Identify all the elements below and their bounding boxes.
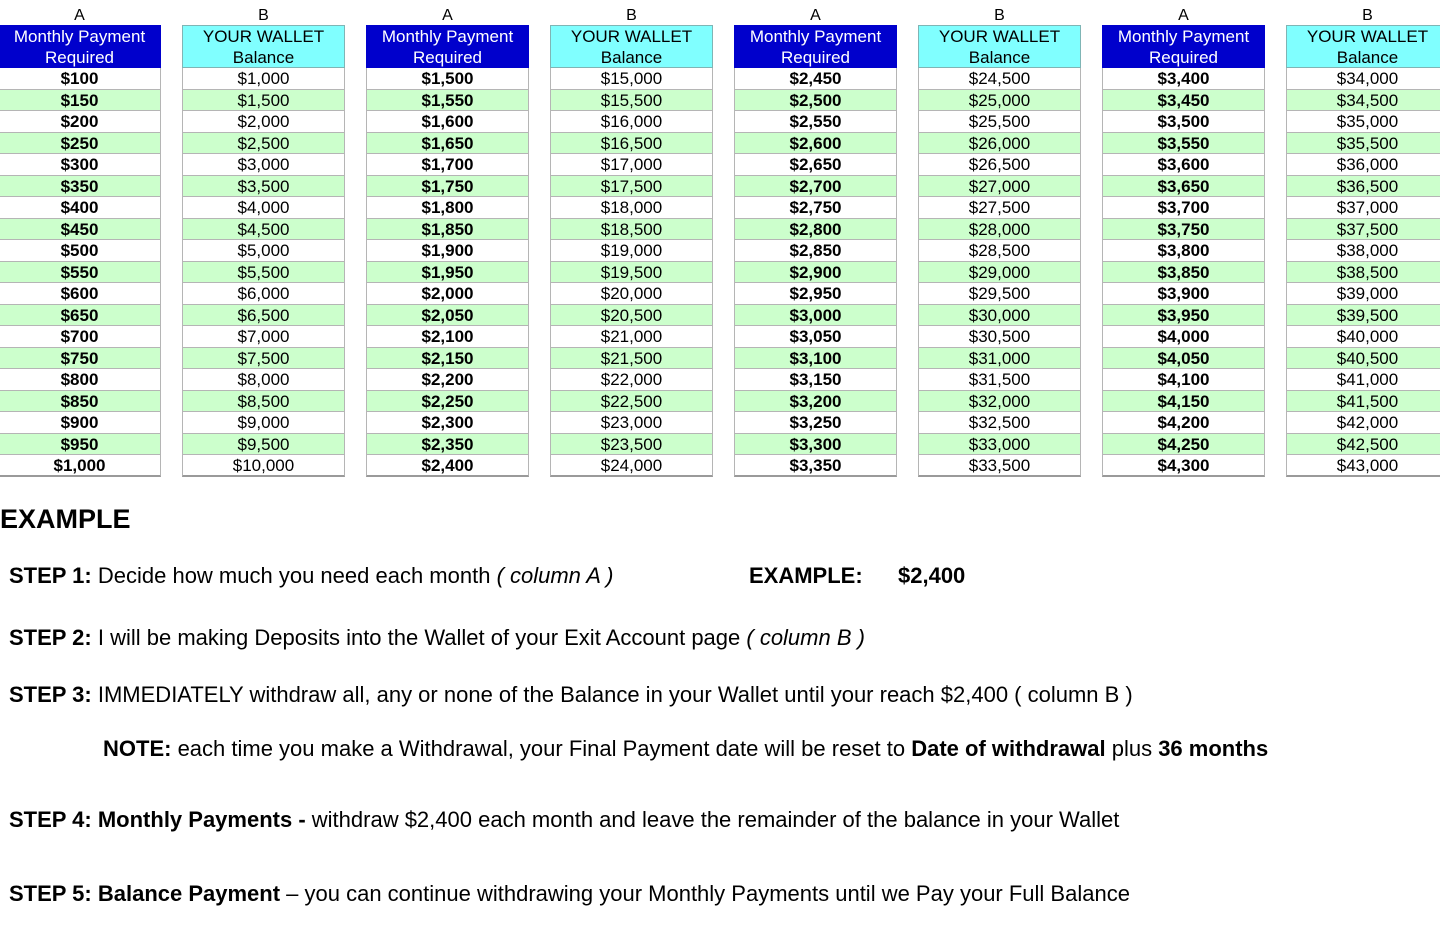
table-cell: $5,500 xyxy=(182,262,345,284)
table-cell: $39,000 xyxy=(1286,283,1440,305)
table-cell: $24,500 xyxy=(918,68,1081,90)
column-header xyxy=(734,25,897,68)
table-cell: $3,900 xyxy=(1102,283,1265,305)
step-3-label: STEP 3: xyxy=(9,682,92,707)
table-cell: $1,800 xyxy=(366,197,529,219)
column-letter: B xyxy=(994,7,1005,24)
table-cell: $150 xyxy=(0,90,161,112)
table-cell: $100 xyxy=(0,68,161,90)
table-cell: $42,000 xyxy=(1286,412,1440,434)
table-cell: $27,000 xyxy=(918,176,1081,198)
table-cell: $2,000 xyxy=(366,283,529,305)
column-letter: A xyxy=(810,7,821,24)
note-label: NOTE: xyxy=(103,736,172,761)
column-header-line: Monthly Payment xyxy=(749,27,882,46)
table-cell: $700 xyxy=(0,326,161,348)
table-cell: $10,000 xyxy=(182,455,345,477)
table-cell: $1,750 xyxy=(366,176,529,198)
note-bold-2: 36 months xyxy=(1158,736,1269,761)
example-value: $2,400 xyxy=(898,563,966,588)
column-header-line: Required xyxy=(413,48,482,67)
example-label: EXAMPLE: xyxy=(749,563,863,588)
table-cell: $2,500 xyxy=(734,90,897,112)
table-cell: $3,600 xyxy=(1102,154,1265,176)
table-cell: $3,150 xyxy=(734,369,897,391)
column-header xyxy=(366,25,529,68)
column-letter: A xyxy=(1178,7,1189,24)
column-header-line: Required xyxy=(781,48,850,67)
table-cell: $29,000 xyxy=(918,262,1081,284)
table-cell: $42,500 xyxy=(1286,434,1440,456)
step-2-label: STEP 2: xyxy=(9,625,92,650)
table-cell: $41,000 xyxy=(1286,369,1440,391)
table-cell: $3,450 xyxy=(1102,90,1265,112)
column-header-line: Balance xyxy=(600,48,663,67)
column-header-line: YOUR WALLET xyxy=(202,27,325,46)
table-cell: $450 xyxy=(0,219,161,241)
table-cell: $30,000 xyxy=(918,305,1081,327)
table-wallet-balance xyxy=(182,6,345,477)
table-cell: $21,500 xyxy=(550,348,713,370)
example-heading: EXAMPLE xyxy=(0,504,131,534)
table-cell: $2,300 xyxy=(366,412,529,434)
table-cell: $41,500 xyxy=(1286,391,1440,413)
table-cell: $1,550 xyxy=(366,90,529,112)
table-cell: $36,000 xyxy=(1286,154,1440,176)
table-cell: $1,000 xyxy=(0,455,161,477)
table-cell: $3,400 xyxy=(1102,68,1265,90)
table-cell: $3,100 xyxy=(734,348,897,370)
table-cell: $1,500 xyxy=(182,90,345,112)
step-3-text: IMMEDIATELY withdraw all, any or none of the Balance in your Wallet until your reach $2,400 ( column B ) xyxy=(91,682,1133,707)
table-cell: $38,000 xyxy=(1286,240,1440,262)
table-cell: $5,000 xyxy=(182,240,345,262)
table-cell: $3,700 xyxy=(1102,197,1265,219)
table-cell: $3,300 xyxy=(734,434,897,456)
table-cell: $18,000 xyxy=(550,197,713,219)
table-cell: $20,500 xyxy=(550,305,713,327)
table-cell: $16,000 xyxy=(550,111,713,133)
table-cell: $3,550 xyxy=(1102,133,1265,155)
table-cell: $650 xyxy=(0,305,161,327)
table-cell: $3,000 xyxy=(182,154,345,176)
table-cell: $29,500 xyxy=(918,283,1081,305)
column-header xyxy=(182,25,345,68)
step-2-italic: ( column B ) xyxy=(746,625,865,650)
table-cell: $25,500 xyxy=(918,111,1081,133)
table-cell: $37,500 xyxy=(1286,219,1440,241)
table-cell: $31,000 xyxy=(918,348,1081,370)
table-cell: $3,750 xyxy=(1102,219,1265,241)
table-cell: $2,650 xyxy=(734,154,897,176)
note-bold-1: Date of withdrawal xyxy=(911,736,1106,761)
step-5 xyxy=(9,881,1130,907)
table-cell: $27,500 xyxy=(918,197,1081,219)
step-1-text: Decide how much you need each month xyxy=(91,563,497,588)
column-header-line: YOUR WALLET xyxy=(938,27,1061,46)
table-cell: $30,500 xyxy=(918,326,1081,348)
table-cell: $16,500 xyxy=(550,133,713,155)
table-cell: $4,100 xyxy=(1102,369,1265,391)
table-cell: $38,500 xyxy=(1286,262,1440,284)
table-cell: $3,200 xyxy=(734,391,897,413)
table-cell: $2,850 xyxy=(734,240,897,262)
table-cell: $17,500 xyxy=(550,176,713,198)
table-cell: $43,000 xyxy=(1286,455,1440,477)
table-cell: $1,900 xyxy=(366,240,529,262)
table-cell: $15,500 xyxy=(550,90,713,112)
table-cell: $4,500 xyxy=(182,219,345,241)
table-cell: $250 xyxy=(0,133,161,155)
table-cell: $1,500 xyxy=(366,68,529,90)
table-cell: $26,000 xyxy=(918,133,1081,155)
table-cell: $24,000 xyxy=(550,455,713,477)
table-cell: $8,500 xyxy=(182,391,345,413)
table-cell: $7,000 xyxy=(182,326,345,348)
column-letter: A xyxy=(442,7,453,24)
table-cell: $1,650 xyxy=(366,133,529,155)
step-1-label: STEP 1: xyxy=(9,563,92,588)
table-cell: $850 xyxy=(0,391,161,413)
table-cell: $9,500 xyxy=(182,434,345,456)
table-cell: $6,000 xyxy=(182,283,345,305)
column-header xyxy=(1286,25,1440,68)
table-cell: $28,500 xyxy=(918,240,1081,262)
table-cell: $2,900 xyxy=(734,262,897,284)
table-cell: $23,000 xyxy=(550,412,713,434)
step-5-text: – you can continue withdrawing your Monthly Payments until we Pay your Full Balance xyxy=(280,881,1130,906)
column-letter: A xyxy=(74,7,85,24)
table-cell: $19,500 xyxy=(550,262,713,284)
step-4 xyxy=(9,807,1119,833)
table-cell: $2,200 xyxy=(366,369,529,391)
table-cell: $2,550 xyxy=(734,111,897,133)
table-cell: $34,500 xyxy=(1286,90,1440,112)
column-header-line: Balance xyxy=(968,48,1031,67)
table-cell: $2,800 xyxy=(734,219,897,241)
table-cell: $35,000 xyxy=(1286,111,1440,133)
table-cell: $2,450 xyxy=(734,68,897,90)
step-1 xyxy=(9,563,614,589)
note-text-2: plus xyxy=(1105,736,1159,761)
table-cell: $9,000 xyxy=(182,412,345,434)
table-cell: $400 xyxy=(0,197,161,219)
table-cell: $4,300 xyxy=(1102,455,1265,477)
table-cell: $2,050 xyxy=(366,305,529,327)
column-letter: B xyxy=(258,7,269,24)
table-cell: $8,000 xyxy=(182,369,345,391)
table-wallet-balance xyxy=(918,6,1081,477)
table-cell: $32,000 xyxy=(918,391,1081,413)
table-cell: $2,750 xyxy=(734,197,897,219)
note xyxy=(103,736,1268,762)
table-cell: $4,250 xyxy=(1102,434,1265,456)
table-cell: $40,000 xyxy=(1286,326,1440,348)
table-cell: $4,200 xyxy=(1102,412,1265,434)
table-cell: $7,500 xyxy=(182,348,345,370)
table-cell: $900 xyxy=(0,412,161,434)
column-header-line: Required xyxy=(45,48,114,67)
column-header-line: Required xyxy=(1149,48,1218,67)
column-header-line: Balance xyxy=(1336,48,1399,67)
column-header xyxy=(1102,25,1265,68)
table-cell: $3,000 xyxy=(734,305,897,327)
column-header-line: Monthly Payment xyxy=(13,27,146,46)
table-cell: $4,000 xyxy=(182,197,345,219)
table-cell: $1,950 xyxy=(366,262,529,284)
table-cell: $33,500 xyxy=(918,455,1081,477)
table-cell: $950 xyxy=(0,434,161,456)
table-cell: $2,950 xyxy=(734,283,897,305)
step-1-italic: ( column A ) xyxy=(496,563,614,588)
table-cell: $3,800 xyxy=(1102,240,1265,262)
table-cell: $34,000 xyxy=(1286,68,1440,90)
table-cell: $32,500 xyxy=(918,412,1081,434)
column-header-line: Balance xyxy=(232,48,295,67)
column-header-line: Monthly Payment xyxy=(381,27,514,46)
table-cell: $300 xyxy=(0,154,161,176)
column-header xyxy=(550,25,713,68)
step-2-text: I will be making Deposits into the Wallet of your Exit Account page xyxy=(91,625,747,650)
table-cell: $25,000 xyxy=(918,90,1081,112)
step-3 xyxy=(9,682,1133,708)
table-cell: $4,000 xyxy=(1102,326,1265,348)
table-cell: $23,500 xyxy=(550,434,713,456)
note-text-1: each time you make a Withdrawal, your Final Payment date will be reset to xyxy=(171,736,912,761)
table-cell: $35,500 xyxy=(1286,133,1440,155)
table-cell: $550 xyxy=(0,262,161,284)
column-header xyxy=(918,25,1081,68)
table-cell: $15,000 xyxy=(550,68,713,90)
table-cell: $3,650 xyxy=(1102,176,1265,198)
table-cell: $2,400 xyxy=(366,455,529,477)
table-cell: $350 xyxy=(0,176,161,198)
table-cell: $22,500 xyxy=(550,391,713,413)
column-header-line: Monthly Payment xyxy=(1117,27,1250,46)
table-cell: $4,150 xyxy=(1102,391,1265,413)
table-cell: $1,700 xyxy=(366,154,529,176)
table-wallet-balance xyxy=(1286,6,1440,477)
table-cell: $4,050 xyxy=(1102,348,1265,370)
table-cell: $3,950 xyxy=(1102,305,1265,327)
column-letter: B xyxy=(1362,7,1373,24)
table-cell: $2,250 xyxy=(366,391,529,413)
table-cell: $600 xyxy=(0,283,161,305)
table-cell: $39,500 xyxy=(1286,305,1440,327)
table-cell: $22,000 xyxy=(550,369,713,391)
table-cell: $26,500 xyxy=(918,154,1081,176)
table-cell: $2,100 xyxy=(366,326,529,348)
table-cell: $3,250 xyxy=(734,412,897,434)
table-monthly-payment xyxy=(366,6,529,477)
column-header xyxy=(0,25,161,68)
step-4-label: STEP 4: Monthly Payments - xyxy=(9,807,312,832)
table-cell: $500 xyxy=(0,240,161,262)
table-cell: $1,000 xyxy=(182,68,345,90)
table-cell: $3,500 xyxy=(1102,111,1265,133)
table-cell: $2,600 xyxy=(734,133,897,155)
table-cell: $28,000 xyxy=(918,219,1081,241)
table-cell: $1,600 xyxy=(366,111,529,133)
table-monthly-payment xyxy=(0,6,161,477)
table-cell: $17,000 xyxy=(550,154,713,176)
table-cell: $2,350 xyxy=(366,434,529,456)
table-cell: $750 xyxy=(0,348,161,370)
table-cell: $20,000 xyxy=(550,283,713,305)
table-cell: $2,500 xyxy=(182,133,345,155)
table-cell: $3,350 xyxy=(734,455,897,477)
table-cell: $31,500 xyxy=(918,369,1081,391)
column-header-line: YOUR WALLET xyxy=(1306,27,1429,46)
table-cell: $37,000 xyxy=(1286,197,1440,219)
table-monthly-payment xyxy=(1102,6,1265,477)
table-cell: $2,700 xyxy=(734,176,897,198)
table-cell: $21,000 xyxy=(550,326,713,348)
step-5-label: STEP 5: Balance Payment xyxy=(9,881,281,906)
table-monthly-payment xyxy=(734,6,897,477)
column-header-line: YOUR WALLET xyxy=(570,27,693,46)
table-cell: $800 xyxy=(0,369,161,391)
step-4-text: withdraw $2,400 each month and leave the remainder of the balance in your Wallet xyxy=(311,807,1120,832)
table-wallet-balance xyxy=(550,6,713,477)
table-cell: $3,500 xyxy=(182,176,345,198)
table-cell: $19,000 xyxy=(550,240,713,262)
column-letter: B xyxy=(626,7,637,24)
table-cell: $3,850 xyxy=(1102,262,1265,284)
table-cell: $2,000 xyxy=(182,111,345,133)
step-2 xyxy=(9,625,865,651)
table-cell: $40,500 xyxy=(1286,348,1440,370)
table-cell: $3,050 xyxy=(734,326,897,348)
table-cell: $6,500 xyxy=(182,305,345,327)
table-cell: $33,000 xyxy=(918,434,1081,456)
table-cell: $1,850 xyxy=(366,219,529,241)
table-cell: $200 xyxy=(0,111,161,133)
table-cell: $18,500 xyxy=(550,219,713,241)
table-cell: $2,150 xyxy=(366,348,529,370)
table-cell: $36,500 xyxy=(1286,176,1440,198)
